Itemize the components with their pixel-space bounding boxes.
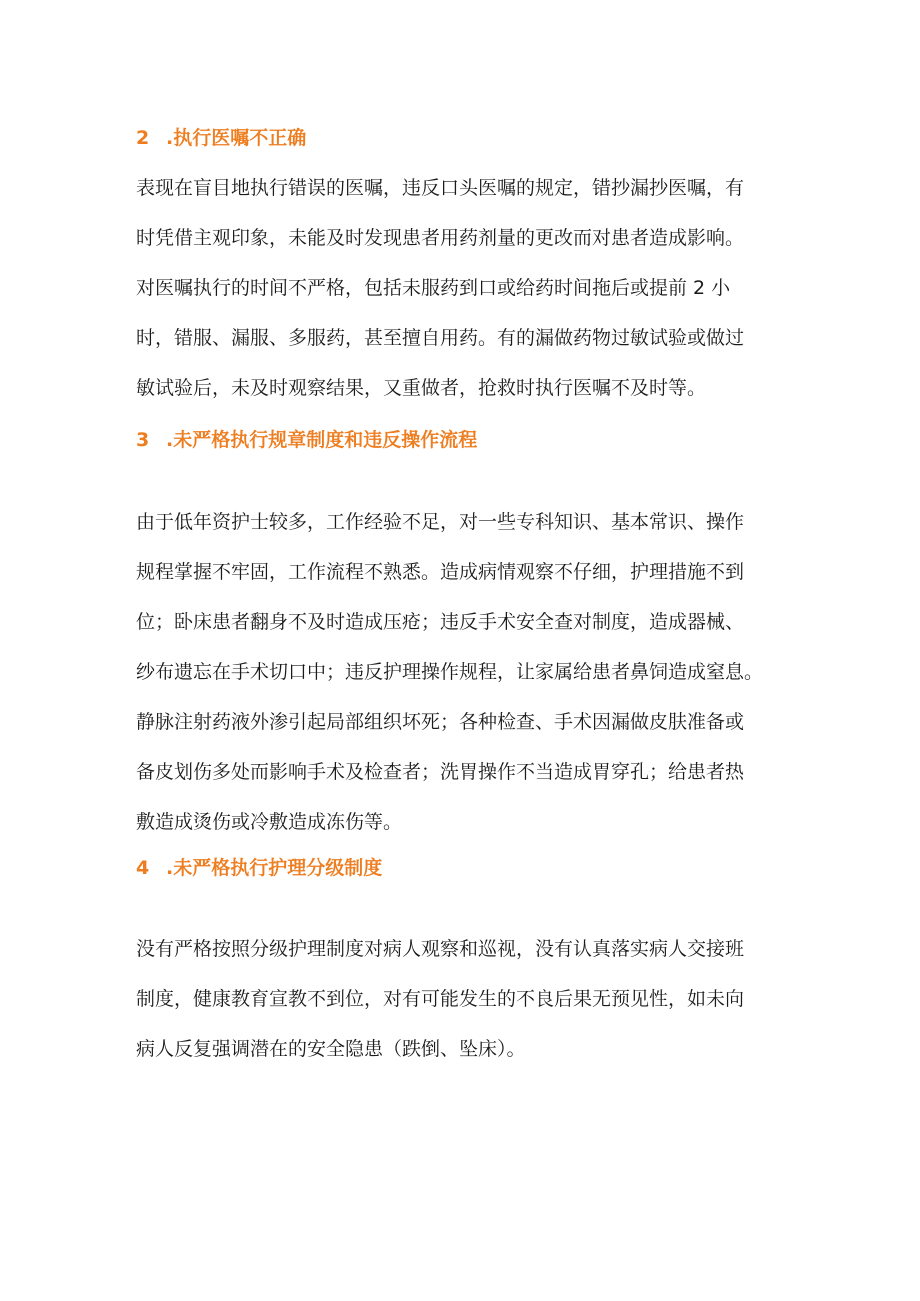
paragraph-line: 对医嘱执行的时间不严格，包括未服药到口或给药时间拖后或提前 2 小 (136, 277, 731, 299)
paragraph-line: 位；卧床患者翻身不及时造成压疮；违反手术安全查对制度，造成器械、 (136, 611, 745, 633)
paragraph-line: 表现在盲目地执行错误的医嘱，违反口头医嘱的规定，错抄漏抄医嘱，有 (136, 177, 745, 199)
paragraph-line: 敏试验后，未及时观察结果，又重做者，抢救时执行医嘱不及时等。 (136, 377, 707, 399)
section-paragraph-2 (136, 163, 796, 413)
section-number: 3 (136, 429, 150, 451)
paragraph-line: 时，错服、漏服、多服药，甚至擅自用药。有的漏做药物过敏试验或做过 (136, 327, 745, 349)
section-heading-3 (136, 426, 477, 454)
paragraph-line: 没有严格按照分级护理制度对病人观察和巡视，没有认真落实病人交接班 (136, 938, 745, 960)
paragraph-line: 时凭借主观印象，未能及时发现患者用药剂量的更改而对患者造成影响。 (136, 227, 745, 249)
section-number: 4 (136, 857, 150, 879)
section-number: 2 (136, 127, 150, 149)
section-paragraph-3 (136, 497, 796, 847)
paragraph-line: 由于低年资护士较多，工作经验不足，对一些专科知识、基本常识、操作 (136, 511, 745, 533)
section-title: .执行医嘱不正确 (166, 127, 307, 149)
paragraph-line: 静脉注射药液外渗引起局部组织坏死；各种检查、手术因漏做皮肤准备或 (136, 711, 745, 733)
paragraph-line: 纱布遗忘在手术切口中；违反护理操作规程，让家属给患者鼻饲造成窒息。 (136, 661, 764, 683)
paragraph-line: 病人反复强调潜在的安全隐患（跌倒、坠床）。 (136, 1038, 526, 1060)
section-heading-2 (136, 124, 306, 152)
paragraph-line: 敷造成烫伤或冷敷造成冻伤等。 (136, 811, 403, 833)
paragraph-line: 规程掌握不牢固，工作流程不熟悉。造成病情观察不仔细，护理措施不到 (136, 561, 745, 583)
section-title: .未严格执行规章制度和违反操作流程 (166, 429, 478, 451)
paragraph-line: 备皮划伤多处而影响手术及检查者；洗胃操作不当造成胃穿孔；给患者热 (136, 761, 745, 783)
section-paragraph-4 (136, 924, 796, 1074)
section-title: .未严格执行护理分级制度 (166, 857, 383, 879)
section-heading-4 (136, 854, 382, 882)
paragraph-line: 制度，健康教育宣教不到位，对有可能发生的不良后果无预见性，如未向 (136, 988, 745, 1010)
